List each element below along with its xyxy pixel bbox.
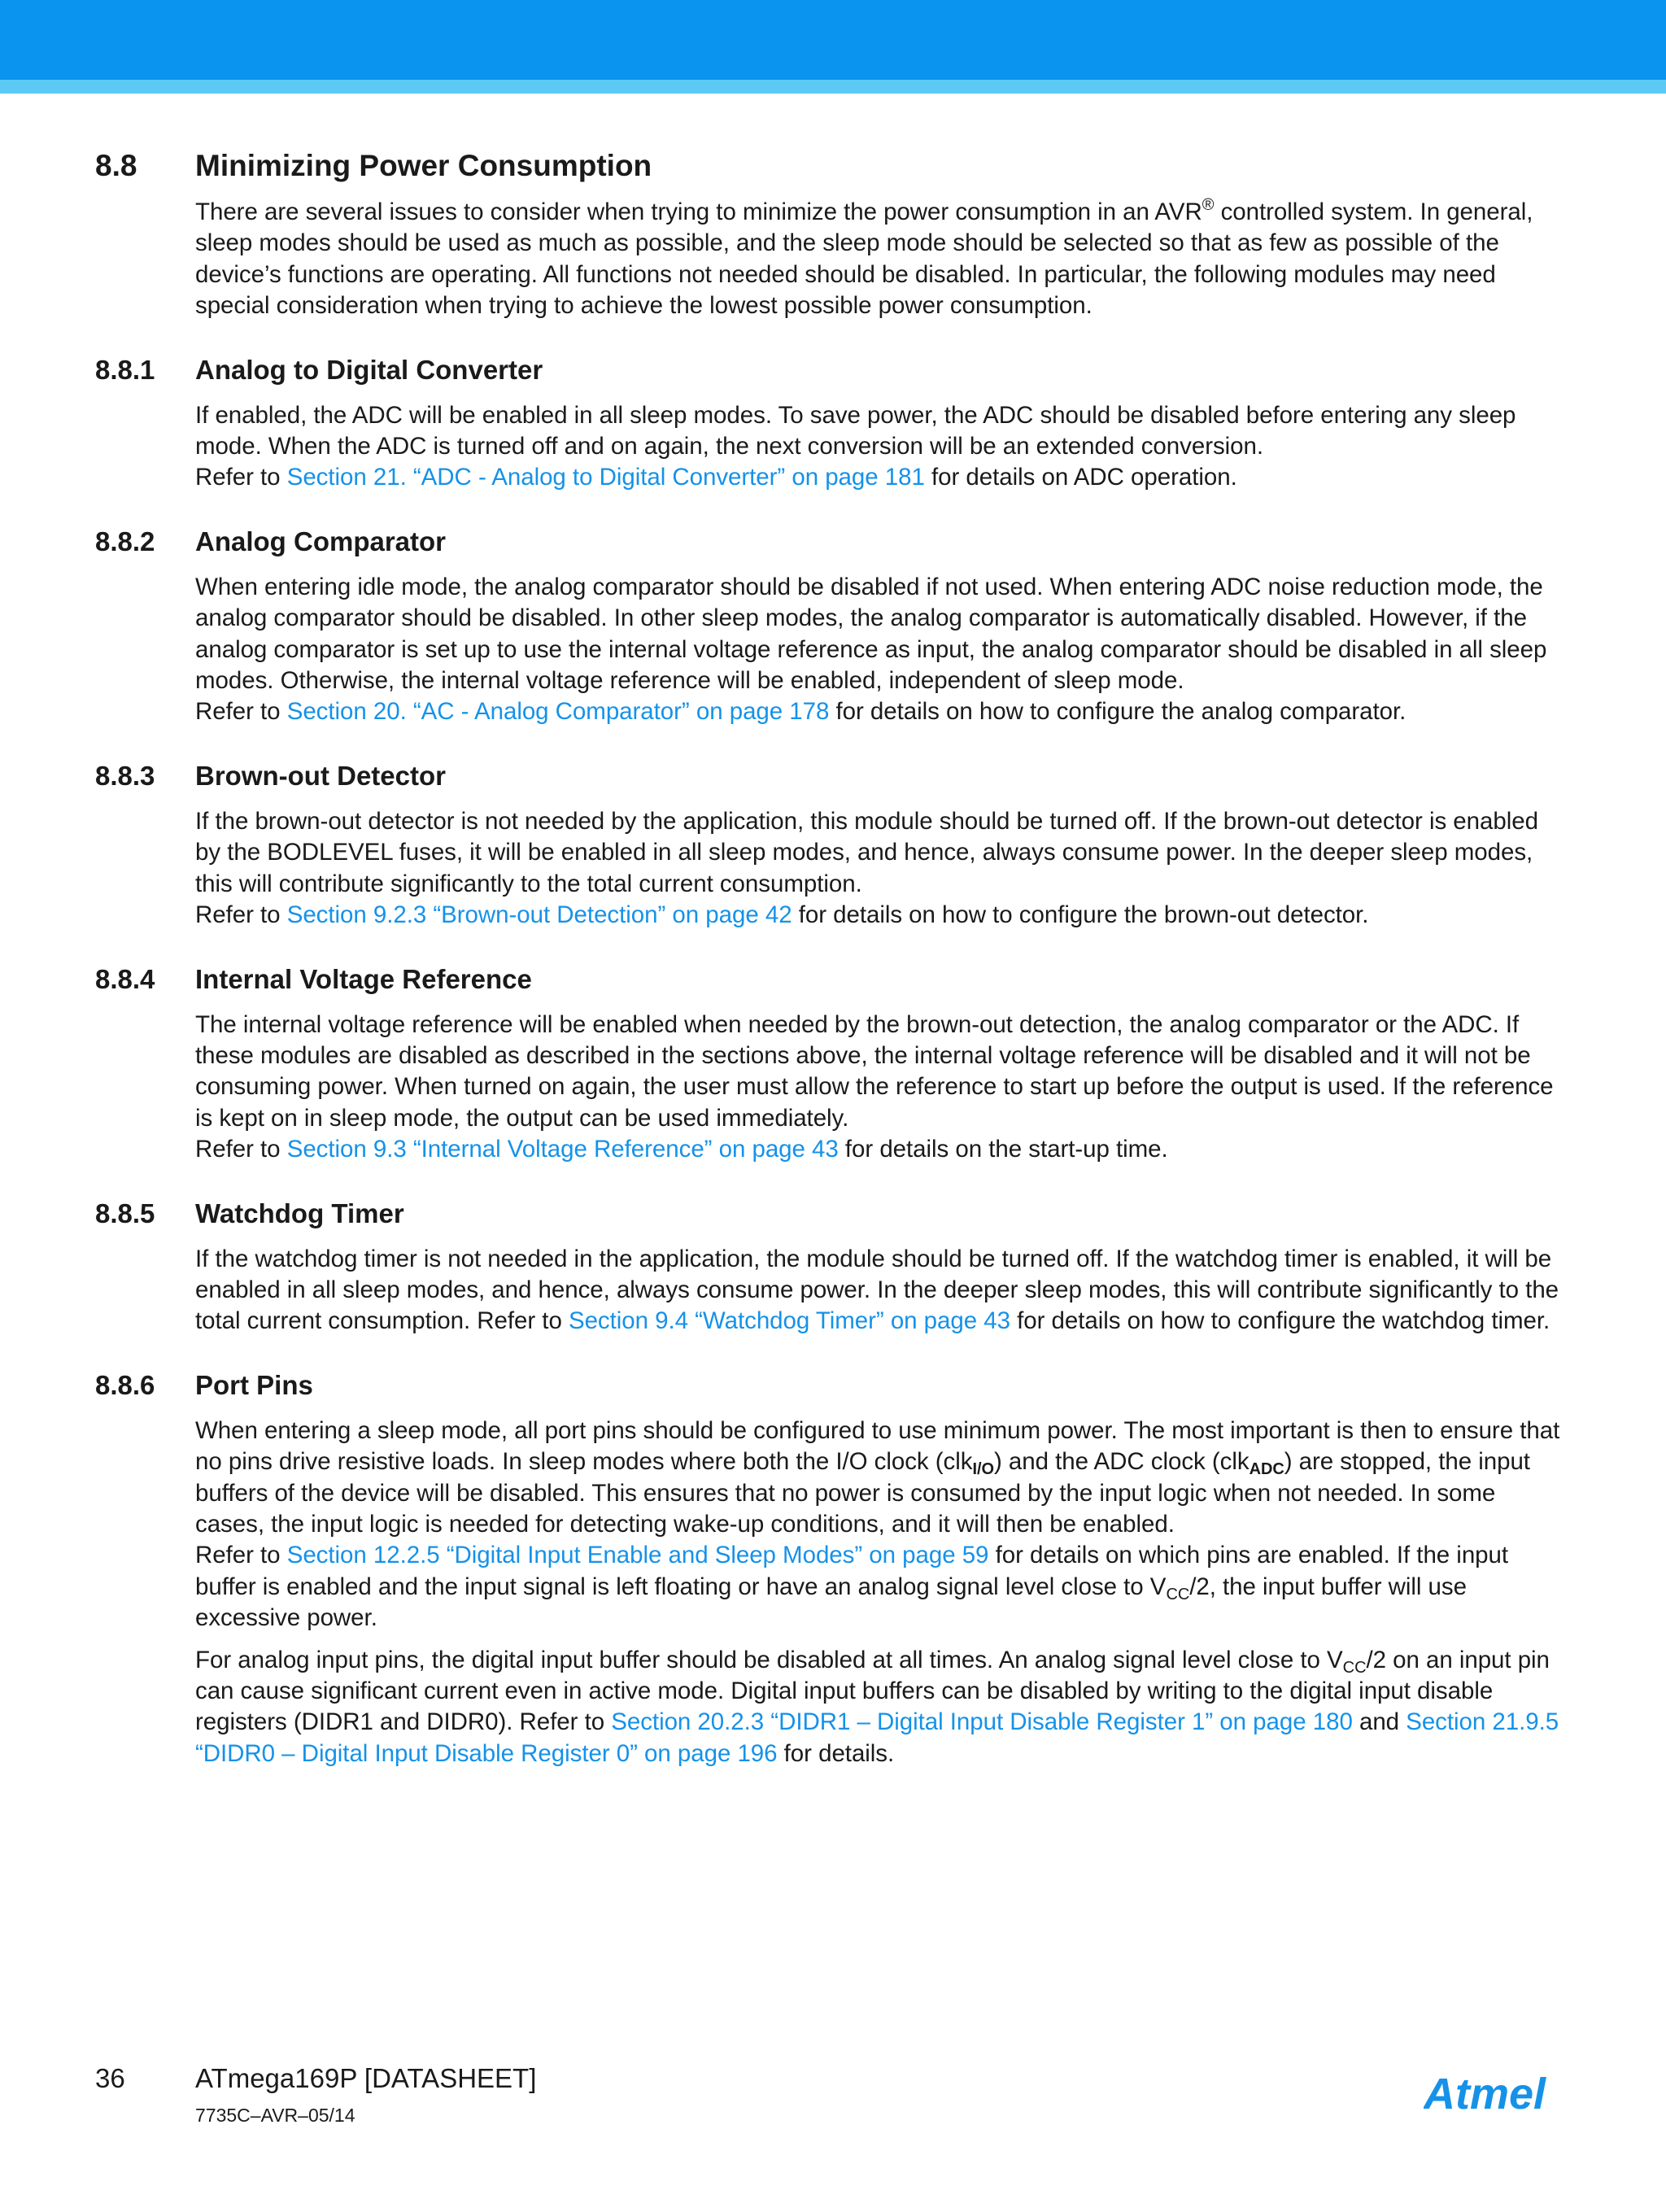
- subsection-adc: [0, 350, 1666, 494]
- ref-prefix: Refer to: [195, 1542, 287, 1569]
- subsection-pins: [0, 1365, 1666, 1769]
- subsection-number: 8.8.6: [95, 1369, 155, 1400]
- ref-suffix: for details on the start-up time.: [838, 1136, 1168, 1163]
- body-text: ) and the ADC clock (clk: [993, 1448, 1250, 1476]
- subsection-number: 8.8.5: [95, 1198, 155, 1228]
- subscript: CC: [1342, 1658, 1367, 1677]
- subsection-title: Port Pins: [195, 1369, 313, 1400]
- body-text: When entering a sleep mode, all port pins should be configured to use minimum power. The most important is then to ensure that no pins drive resistive loads. In sleep modes where both the I/O clock (clk: [195, 1416, 1560, 1476]
- subsection-vref: [0, 959, 1666, 1166]
- subsection-heading: [0, 350, 1666, 390]
- cross-reference-link[interactable]: Section 9.2.3 “Brown-out Detection” on page 42: [286, 901, 792, 929]
- ref-suffix: for details on how to configure the brown-out detector.: [792, 901, 1369, 929]
- body-text: and: [1352, 1708, 1407, 1736]
- body-text: If the brown-out detector is not needed by the application, this module should be turned off. If the brown-out detector is enabled by the BODLEVEL fuses, it will be enabled in all sleep modes, and hence, always consume power. In the deeper sleep modes, this will contribute significantly to the total current consumption.: [195, 807, 1538, 897]
- subsection-body: [195, 400, 1568, 494]
- subsection-number: 8.8.4: [95, 963, 155, 994]
- section-intro: [195, 197, 1568, 322]
- subsection-heading: [0, 756, 1666, 796]
- header-band: [0, 0, 1666, 80]
- subsection-title: Watchdog Timer: [195, 1198, 404, 1228]
- cross-reference-link[interactable]: Section 9.3 “Internal Voltage Reference” on page 43: [286, 1136, 839, 1163]
- subsection-title: Analog Comparator: [195, 526, 447, 556]
- ref-suffix: for details on ADC operation.: [924, 464, 1237, 491]
- page-number: 36: [95, 2063, 125, 2093]
- section-number: 8.8: [95, 149, 137, 182]
- subsection-body: [195, 572, 1568, 728]
- subscript: ADC: [1249, 1460, 1284, 1479]
- subscript: CC: [1166, 1585, 1190, 1603]
- body-text: If the watchdog timer is not needed in the application, the module should be turned off. If the watchdog timer is enabled, it will be enabled in all sleep modes, and hence, always consume power. In the deeper sleep modes, this will contribute significantly to the total current consumption. Refer to: [195, 1245, 1559, 1335]
- subsection-body: [195, 1244, 1568, 1337]
- cross-reference-link[interactable]: Section 21.9.5 “DIDR0 – Digital Input Disable Register 0” on page 196: [195, 1708, 1559, 1767]
- ref-suffix: for details on how to configure the analog comparator.: [829, 698, 1407, 726]
- subsection-number: 8.8.2: [95, 526, 155, 556]
- ref-prefix: Refer to: [195, 698, 287, 726]
- subsection-heading: [0, 521, 1666, 562]
- subsection-body: [195, 1010, 1568, 1166]
- intro-text-cont: controlled system. In general, sleep modes should be used as much as possible, and the sleep mode should be selected so that as few as possible of the device’s functions are operating. All functions not needed should be disabled. In particular, the following modules may need special consideration when trying to achieve the lowest possible power consumption.: [195, 199, 1533, 320]
- cross-reference-link[interactable]: Section 9.4 “Watchdog Timer” on page 43: [568, 1307, 1010, 1335]
- ref-prefix: Refer to: [195, 464, 287, 491]
- body-text: /2, the input buffer will use excessive power.: [195, 1573, 1467, 1632]
- subsection-body-1: [195, 1416, 1568, 1634]
- atmel-logo: [1424, 2066, 1570, 2123]
- subsection-bod: [0, 756, 1666, 931]
- body-text: For analog input pins, the digital input buffer should be disabled at all times. An analog signal level close to V: [195, 1646, 1343, 1673]
- subsection-body-2: [195, 1645, 1568, 1770]
- body-text: /2 on an input pin can cause significant current even in active mode. Digital input buffers can be disabled by writing to the digital input disable registers (DIDR1 and DIDR0). Refer to: [195, 1646, 1550, 1736]
- intro-text: There are several issues to consider when trying to minimize the power consumption in an AVR: [195, 199, 1202, 225]
- subsection-heading: [0, 959, 1666, 1000]
- subsection-comparator: [0, 521, 1666, 728]
- page-content: [0, 143, 1666, 1769]
- subsection-heading: [0, 1193, 1666, 1234]
- subsection-heading: [0, 1365, 1666, 1406]
- body-text: If enabled, the ADC will be enabled in all sleep modes. To save power, the ADC should be disabled before entering any sleep mode. When the ADC is turned off and on again, the next conversion will be an extended conversion.: [195, 401, 1516, 460]
- ref-prefix: Refer to: [195, 1136, 287, 1163]
- document-code: 7735C–AVR–05/14: [195, 2105, 355, 2126]
- registered-mark: ®: [1202, 196, 1215, 214]
- body-text: for details.: [777, 1739, 895, 1767]
- ref-prefix: Refer to: [195, 901, 287, 929]
- subsection-number: 8.8.3: [95, 760, 155, 791]
- subsection-title: Internal Voltage Reference: [195, 963, 532, 994]
- body-text: The internal voltage reference will be enabled when needed by the brown-out detection, the analog comparator or the ADC. If these modules are disabled as described in the sections above, the internal voltage reference will be disabled and it will not be consuming power. When turned on again, the user must allow the reference to start up before the output is used. If the reference is kept on in sleep mode, the output can be used immediately.: [195, 1010, 1554, 1132]
- ref-suffix: for details on how to configure the watchdog timer.: [1010, 1307, 1550, 1335]
- cross-reference-link[interactable]: Section 20.2.3 “DIDR1 – Digital Input Disable Register 1” on page 180: [611, 1708, 1353, 1736]
- subsection-title: Brown-out Detector: [195, 760, 446, 791]
- document-title: ATmega169P [DATASHEET]: [195, 2063, 537, 2093]
- body-text: for details on which pins are enabled. If the input buffer is enabled and the input signal is left floating or have an analog signal level close to V: [195, 1542, 1509, 1600]
- cross-reference-link[interactable]: Section 20. “AC - Analog Comparator” on page 178: [286, 698, 830, 726]
- subsection-body: [195, 806, 1568, 931]
- cross-reference-link[interactable]: Section 12.2.5 “Digital Input Enable and Sleep Modes” on page 59: [286, 1542, 989, 1569]
- section-heading: [0, 143, 1666, 189]
- cross-reference-link[interactable]: Section 21. “ADC - Analog to Digital Converter” on page 181: [286, 464, 925, 491]
- header-stripe: [0, 80, 1666, 94]
- section-title: Minimizing Power Consumption: [195, 149, 652, 182]
- section-8-8: [0, 143, 1666, 322]
- subsection-title: Analog to Digital Converter: [195, 354, 543, 385]
- logo-text: Atmel: [1424, 2070, 1546, 2118]
- subscript: I/O: [972, 1460, 994, 1479]
- subsection-wdt: [0, 1193, 1666, 1337]
- body-text: ) are stopped, the input buffers of the device will be disabled. This ensures that no power is consumed by the input logic when not needed. In some cases, the input logic is needed for detecting wake-up conditions, and it will then be enabled.: [195, 1448, 1530, 1538]
- subsection-number: 8.8.1: [95, 354, 155, 385]
- body-text: When entering idle mode, the analog comparator should be disabled if not used. When entering ADC noise reduction mode, the analog comparator should be disabled. In other sleep modes, the analog comparator is automatically disabled. However, if the analog comparator is set up to use the internal voltage reference as input, the analog comparator should be disabled in all sleep modes. Otherwise, the internal voltage reference will be enabled, independent of sleep mode.: [195, 573, 1547, 695]
